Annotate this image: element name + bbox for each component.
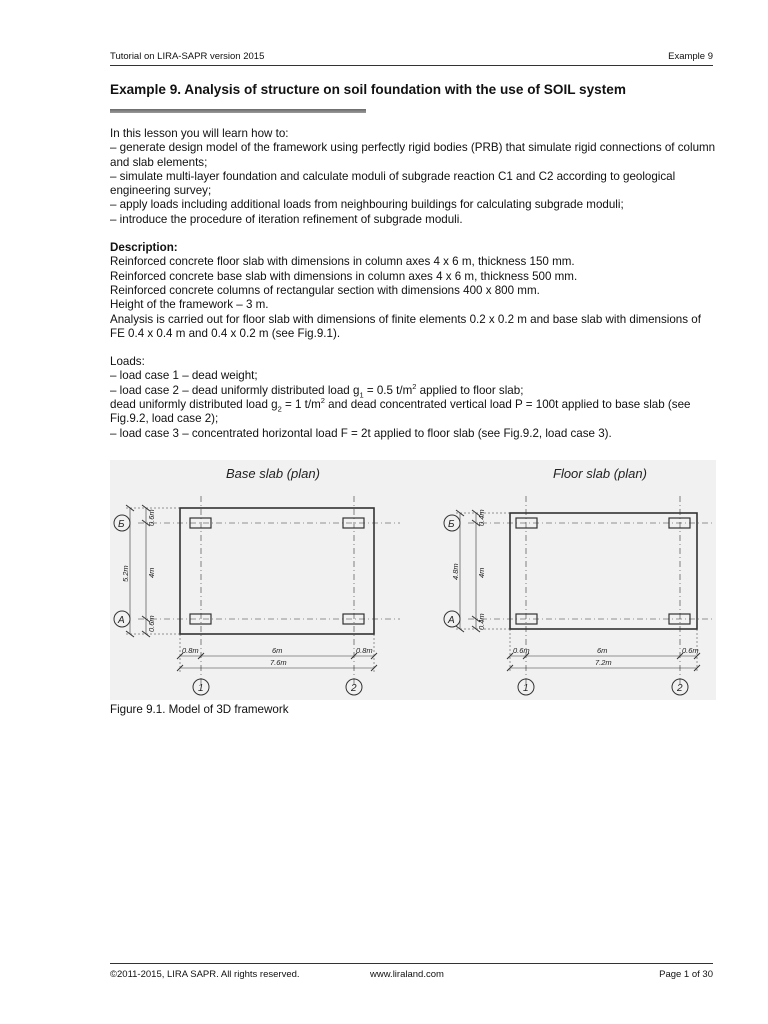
- floor-dim-left: 0.6m: [513, 646, 530, 655]
- base-dim-total-h: 7.6m: [270, 658, 287, 667]
- header-rule: [110, 65, 713, 66]
- floor-dim-bottom: 0.4m: [477, 613, 486, 630]
- figure-9-1: [110, 460, 716, 700]
- floor-dim-total-v: 4.8m: [451, 563, 460, 580]
- footer-copyright: ©2011-2015, LIRA SAPR. All rights reserved.: [110, 969, 300, 980]
- intro-item: – introduce the procedure of iteration refinement of subgrade moduli.: [110, 212, 463, 226]
- title-underline-bar: [110, 109, 366, 113]
- floor-dim-top: 0.4m: [477, 509, 486, 526]
- floor-dim-mid-v: 4m: [477, 567, 486, 578]
- page-title: Example 9. Analysis of structure on soil foundation with the use of SOIL system: [110, 82, 626, 97]
- axis-label-a: А: [448, 615, 455, 626]
- base-slab-plan: [114, 496, 400, 695]
- floor-slab-outline: [510, 513, 697, 629]
- load-case-2-continued: dead uniformly distributed load $g_2 = 1$ $t/m^2$ and dead concentrated vertical load P = 100t applied to base slab (see Fig.9.2, load case 2);: [110, 396, 691, 426]
- load-case-1: – load case 1 – dead weight;: [110, 369, 258, 383]
- description-line: Reinforced concrete floor slab with dimensions in column axes 4 x 6 m, thickness 150 mm.: [110, 255, 575, 269]
- load-case-3: – load case 3 – concentrated horizontal load F = 2t applied to floor slab (see Fig.9.2, load case 3).: [110, 426, 612, 440]
- description-line: Reinforced concrete base slab with dimensions in column axes 4 x 6 m, thickness 500 mm.: [110, 269, 578, 283]
- body-text: [110, 127, 716, 441]
- description-line: Reinforced concrete columns of rectangular section with dimensions 400 x 800 mm.: [110, 283, 540, 297]
- base-dim-mid-v: 4m: [147, 567, 156, 578]
- axis-label-b: Б: [118, 519, 125, 530]
- axis-label-1: 1: [198, 683, 204, 694]
- description-heading: Description:: [110, 241, 178, 255]
- base-slab-title: Base slab (plan): [226, 466, 320, 481]
- axis-label-2: 2: [677, 683, 683, 694]
- header-example-label: Example 9: [668, 51, 713, 62]
- axis-label-a: А: [118, 615, 125, 626]
- intro-item: – generate design model of the framework using perfectly rigid bodies (PRB) that simulate rigid connections of column and slab elements;: [110, 141, 716, 169]
- floor-dim-total-h: 7.2m: [595, 658, 612, 667]
- axis-label-2: 2: [351, 683, 357, 694]
- base-dim-span: 6m: [272, 646, 283, 655]
- description-line: Height of the framework – 3 m.: [110, 298, 269, 312]
- base-slab-outline: [180, 508, 374, 634]
- base-dim-bottom: 0.6m: [147, 615, 156, 632]
- load-case-2: – load case 2 – dead uniformly distributed load $g_1 = 0.5$ $t/m^2$ applied to floor slab;: [110, 381, 524, 400]
- footer-page-number: Page 1 of 30: [659, 969, 713, 980]
- base-dim-top: 0.6m: [147, 509, 156, 526]
- figure-caption: Figure 9.1. Model of 3D framework: [110, 703, 289, 716]
- intro-lead: In this lesson you will learn how to:: [110, 127, 289, 140]
- axis-label-1: 1: [523, 683, 529, 694]
- intro-item: – apply loads including additional loads from neighbouring buildings for calculating subgrade moduli;: [110, 198, 624, 212]
- base-dim-total-v: 5.2m: [121, 565, 130, 582]
- plan-drawings: [110, 460, 716, 700]
- floor-slab-title: Floor slab (plan): [553, 466, 647, 481]
- footer-website-link[interactable]: www.liraland.com: [370, 969, 444, 980]
- header-doc-title: Tutorial on LIRA-SAPR version 2015: [110, 51, 265, 62]
- loads-heading: Loads:: [110, 355, 145, 369]
- footer-rule: [110, 963, 713, 964]
- base-dim-left: 0.8m: [182, 646, 199, 655]
- floor-dim-right: 0.6m: [682, 646, 699, 655]
- base-dim-right: 0.8m: [356, 646, 373, 655]
- intro-item: – simulate multi-layer foundation and calculate moduli of subgrade reaction C1 and C2 according to geological engineering survey;: [110, 169, 676, 198]
- description-line: Analysis is carried out for floor slab with dimensions of finite elements 0.2 x 0.2 m and base slab with dimensions of FE 0.4 x 0.4 m and 0.4 x 0.2 m (see Fig.9.1).: [110, 312, 701, 340]
- axis-label-b: Б: [448, 519, 455, 530]
- floor-dim-span: 6m: [597, 646, 608, 655]
